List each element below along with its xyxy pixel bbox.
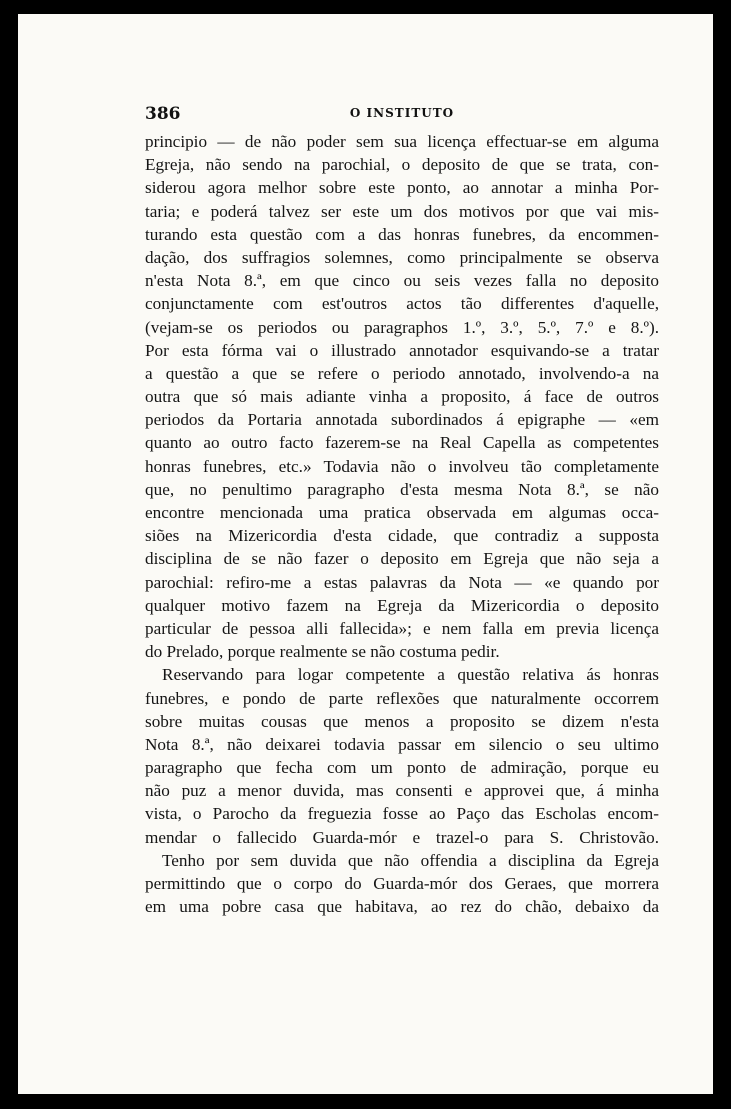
text-line: paragrapho que fecha com um ponto de admiração, porque eu [145,758,659,778]
text-line: siões na Mizericordia d'esta cidade, que contradiz a supposta [145,526,659,546]
text-line: a questão a que se refere o periodo annotado, involvendo-a na [145,363,659,383]
text-line: n'esta Nota 8.ª, em que cinco ou seis vezes falla no deposito [145,271,659,291]
page-number: 386 [145,104,181,124]
text-line: permittindo que o corpo do Guarda-mór dos Geraes, que morrera [145,874,659,893]
text-line: principio — de não poder sem sua licença effectuar-se em alguma [145,132,659,151]
running-title: O INSTITUTO [349,106,455,120]
text-line: Reservando para logar competente a questão relativa ás honras [162,665,659,685]
text-line: mendar o fallecido Guarda-mór e trazel-o para S. Christovão. [145,827,659,847]
page-header [145,102,659,128]
text-line: honras funebres, etc.» Todavia não o involveu tão completamente [145,456,659,476]
text-line: particular de pessoa alli fallecida»; e nem falla em previa licença [145,618,659,638]
body-text [145,130,659,918]
text-line: encontre mencionada uma pratica observada em algumas occa- [145,503,659,522]
text-line: não puz a menor duvida, mas consenti e approvei que, á minha [145,781,659,801]
text-line: qualquer motivo fazem na Egreja da Mizericordia o deposito [145,595,659,615]
text-line: Nota 8.ª, não deixarei todavia passar em silencio o seu ultimo [145,734,659,754]
text-line: conjunctamente com est'outros actos tão differentes d'aquelle, [145,294,659,314]
text-line: taria; e poderá talvez ser este um dos motivos por que vai mis- [145,201,659,221]
text-line: periodos da Portaria annotada subordinados á epigraphe — «em [145,410,659,430]
text-line: turando esta questão com a das honras funebres, da encommen- [145,224,659,244]
text-line: do Prelado, porque realmente se não costuma pedir. [145,642,500,662]
text-line: quanto ao outro facto fazerem-se na Real Capella as competentes [145,433,659,453]
text-line: que, no penultimo paragrapho d'esta mesma Nota 8.ª, se não [145,479,659,499]
text-line: (vejam-se os periodos ou paragraphos 1.º, 3.º, 5.º, 7.º e 8.º). [145,317,659,337]
text-line: disciplina de se não fazer o deposito em Egreja que não seja a [145,549,659,569]
text-line: sobre muitas cousas que menos a proposito se dizem n'esta [145,711,659,731]
text-line: Por esta fórma vai o illustrado annotador esquivando-se a tratar [145,340,659,360]
text-line: outra que só mais adiante vinha a proposito, á face de outros [145,387,659,407]
text-line: Egreja, não sendo na parochial, o deposito de que se trata, con- [145,155,659,175]
book-page [18,14,713,1094]
text-line: Tenho por sem duvida que não offendia a disciplina da Egreja [162,850,659,870]
text-line: parochial: refiro-me a estas palavras da Nota — «e quando por [145,572,659,592]
text-line: siderou agora melhor sobre este ponto, ao annotar a minha Por- [145,178,659,198]
text-line: dação, dos suffragios solemnes, como principalmente se observa [145,247,659,267]
text-line: em uma pobre casa que habitava, ao rez do chão, debaixo da [145,897,659,917]
text-line: funebres, e pondo de parte reflexões que naturalmente occorrem [145,688,659,708]
text-line: vista, o Parocho da freguezia fosse ao Paço das Escholas encom- [145,804,659,824]
